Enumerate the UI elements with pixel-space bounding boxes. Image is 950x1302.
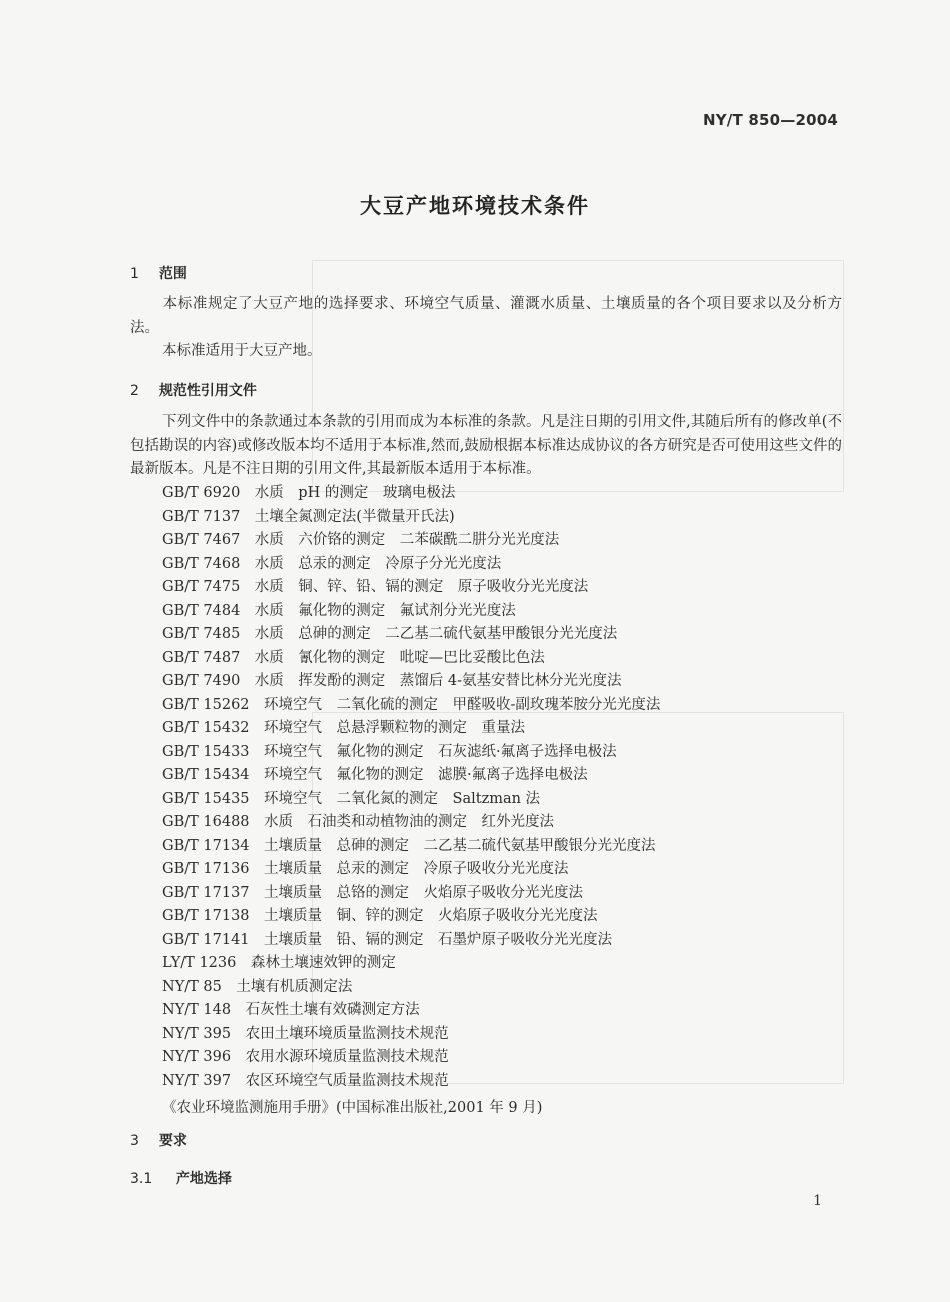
section-heading-requirements xyxy=(130,1130,187,1150)
reference-item: GB/T 17138 土壤质量 铜、锌的测定 火焰原子吸收分光光度法 xyxy=(162,908,598,924)
reference-item: GB/T 7468 水质 总汞的测定 冷原子分光光度法 xyxy=(162,555,502,572)
reference-item: GB/T 7485 水质 总砷的测定 二乙基二硫代氨基甲酸银分光光度法 xyxy=(162,626,618,642)
standard-code: NY/T 850—2004 xyxy=(702,111,838,129)
intro-text: 下列文件中的条款通过本条款的引用而成为本标准的条款。凡是注日期的引用文件,其随后所有的修改单(不包括勘误的内容)或修改版本均不适用于本标准,然而,鼓励根据本标准达成协议的各方研究是否可使用这些文件的最新版本。凡是不注日期的引用文件,其最新版本适用于本标准。 xyxy=(130,414,842,477)
reference-item: GB/T 7484 水质 氟化物的测定 氟试剂分光光度法 xyxy=(162,602,516,619)
reference-item: GB/T 7475 水质 铜、锌、铅、镉的测定 原子吸收分光光度法 xyxy=(162,579,589,595)
section-number: 2 xyxy=(130,383,139,399)
book-reference: 《农业环境监测施用手册》(中国标准出版社,2001 年 9 月) xyxy=(162,1100,543,1116)
reference-item: NY/T 85 土壤有机质测定法 xyxy=(162,978,353,995)
reference-item: GB/T 7137 土壤全氮测定法(半微量开氏法) xyxy=(162,508,455,525)
reference-item: NY/T 148 石灰性土壤有效磷测定方法 xyxy=(162,1002,420,1018)
normative-references-intro xyxy=(130,411,842,482)
reference-item: GB/T 7467 水质 六价铬的测定 二苯碳酰二肼分光光度法 xyxy=(162,532,560,548)
reference-item: NY/T 397 农区环境空气质量监测技术规范 xyxy=(162,1072,449,1089)
reference-item: GB/T 17134 土壤质量 总砷的测定 二乙基二硫代氨基甲酸银分光光度法 xyxy=(162,837,656,854)
scope-applicability-paragraph xyxy=(130,340,842,364)
page-number: 1 xyxy=(813,1193,822,1209)
section-number: 3 xyxy=(130,1133,139,1149)
reference-item: NY/T 395 农田土壤环境质量监测技术规范 xyxy=(162,1025,449,1042)
reference-item: NY/T 396 农用水源环境质量监测技术规范 xyxy=(162,1049,449,1065)
section-title: 规范性引用文件 xyxy=(158,383,257,399)
reference-item: GB/T 15435 环境空气 二氧化氮的测定 Saltzman 法 xyxy=(162,790,541,807)
section-title: 范围 xyxy=(158,266,187,282)
reference-item: GB/T 17141 土壤质量 铅、镉的测定 石墨炉原子吸收分光光度法 xyxy=(162,931,613,948)
reference-item: GB/T 16488 水质 石油类和动植物油的测定 红外光度法 xyxy=(162,814,555,830)
section-title: 产地选择 xyxy=(175,1171,232,1187)
reference-item: GB/T 15262 环境空气 二氧化硫的测定 甲醛吸收-副玫瑰苯胺分光光度法 xyxy=(162,696,661,713)
document-title: 大豆产地环境技术条件 xyxy=(360,194,590,218)
reference-item: GB/T 7490 水质 挥发酚的测定 蒸馏后 4-氨基安替比林分光光度法 xyxy=(162,673,622,689)
reference-item: GB/T 15433 环境空气 氟化物的测定 石灰滤纸·氟离子选择电极法 xyxy=(162,743,617,760)
reference-item: GB/T 7487 水质 氰化物的测定 吡啶—巴比妥酸比色法 xyxy=(162,649,545,666)
scope-applicability-text: 本标准适用于大豆产地。 xyxy=(162,343,322,359)
reference-item: GB/T 17137 土壤质量 总铬的测定 火焰原子吸收分光光度法 xyxy=(162,884,584,901)
reference-item: GB/T 17136 土壤质量 总汞的测定 冷原子吸收分光光度法 xyxy=(162,861,569,877)
reference-list xyxy=(162,482,660,1093)
section-number: 3.1 xyxy=(130,1171,153,1187)
section-number: 1 xyxy=(130,266,139,282)
reference-item: GB/T 6920 水质 pH 的测定 玻璃电极法 xyxy=(162,485,456,501)
reference-item: GB/T 15432 环境空气 总悬浮颗粒物的测定 重量法 xyxy=(162,720,526,736)
section-heading-normative-references xyxy=(130,380,257,400)
reference-item: LY/T 1236 森林土壤速效钾的测定 xyxy=(162,955,396,971)
scope-paragraph xyxy=(130,293,842,340)
section-heading-scope xyxy=(130,263,187,283)
scope-text: 本标准规定了大豆产地的选择要求、环境空气质量、灌溉水质量、土壤质量的各个项目要求以及分析方法。 xyxy=(130,296,842,336)
reference-item: GB/T 15434 环境空气 氟化物的测定 滤膜·氟离子选择电极法 xyxy=(162,767,588,783)
section-title: 要求 xyxy=(158,1133,187,1149)
section-heading-site-selection xyxy=(130,1168,232,1188)
